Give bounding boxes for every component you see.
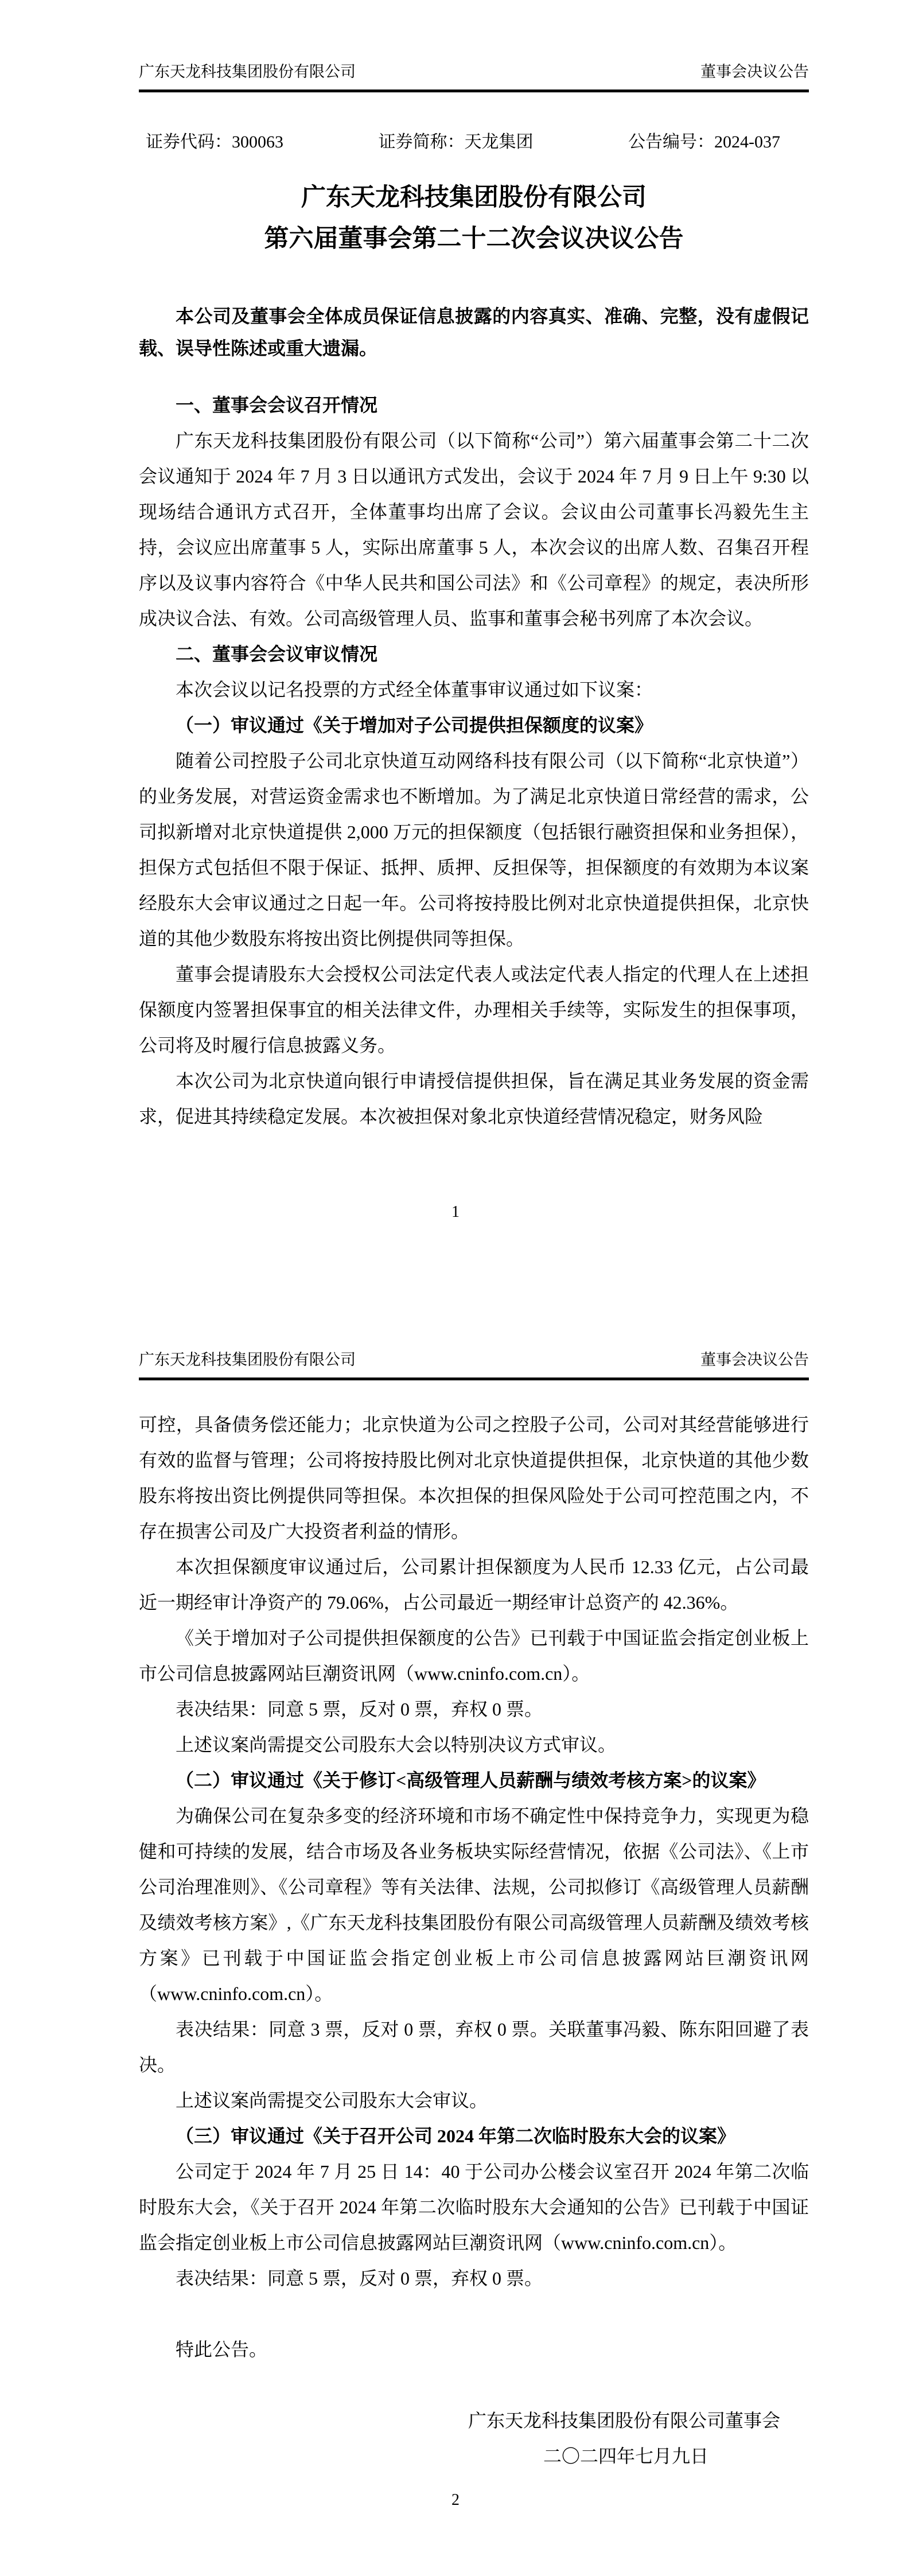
- header-doc-type: 董事会决议公告: [700, 63, 809, 80]
- paragraph-cont: 可控，具备债务偿还能力；北京快道为公司之控股子公司，公司对其经营能够进行有效的监督与管理；公司将按持股比例对北京快道提供担保，北京快道的其他少数股东将按出资比例提供同等担保。本次担保的担保风险处于公司可控范围之内，不存在损害公司及广大投资者利益的情形。: [139, 1414, 809, 1542]
- document-title: [139, 177, 809, 260]
- paragraph-body: 公司定于 2024 年 7 月 25 日 14：40 于公司办公楼会议室召开 2024 年第二次临时股东大会，《关于召开 2024 年第二次临时股东大会通知的公告》已刊载于中国证监会指定创业板上市公司信息披露网站巨潮资讯网（www.cninfo.com.cn）。: [139, 2161, 809, 2253]
- header-company-name: 广东天龙科技集团股份有限公司: [139, 63, 356, 80]
- paragraph-heading: （一）审议通过《关于增加对子公司提供担保额度的议案》: [176, 715, 653, 736]
- paragraph-statement: 本公司及董事会全体成员保证信息披露的内容真实、准确、完整，没有虚假记载、误导性陈述或重大遗漏。: [139, 306, 809, 359]
- paragraph-notice: 特此公告。: [176, 2339, 268, 2360]
- page-header: [139, 0, 809, 92]
- paragraph-heading1: 一、董事会会议召开情况: [176, 395, 378, 415]
- header-company-name: 广东天龙科技集团股份有限公司: [139, 1351, 356, 1368]
- paragraph-body: 为确保公司在复杂多变的经济环境和市场不确定性中保持竞争力，实现更为稳健和可持续的发展，结合市场及各业务板块实际经营情况，依据《公司法》、《上市公司治理准则》、《公司章程》等有关法律、法规，公司拟修订《高级管理人员薪酬及绩效考核方案》,《广东天龙科技集团股份有限公司高级管理人员薪酬及绩效考核方案》已刊载于中国证监会指定创业板上市公司信息披露网站巨潮资讯网（www.cninfo.com.cn）。: [139, 1805, 809, 2004]
- page-header: [139, 1288, 809, 1380]
- paragraph-sign: 广东天龙科技集团股份有限公司董事会: [468, 2410, 780, 2431]
- paragraph-heading: （三）审议通过《关于召开公司 2024 年第二次临时股东大会的议案》: [176, 2126, 736, 2146]
- paragraph-body: 本次公司为北京快道向银行申请授信提供担保，旨在满足其业务发展的资金需求，促进其持续稳定发展。本次被担保对象北京快道经营情况稳定，财务风险: [139, 1071, 809, 1127]
- page-number: 1: [451, 1203, 460, 1221]
- paragraph-heading: 二、董事会会议审议情况: [176, 644, 378, 664]
- paragraph-body: 《关于增加对子公司提供担保额度的公告》已刊载于中国证监会指定创业板上市公司信息披露网站巨潮资讯网（www.cninfo.com.cn）。: [139, 1628, 809, 1684]
- document-title-line1: 广东天龙科技集团股份有限公司: [301, 184, 647, 211]
- paragraph-heading: （二）审议通过《关于修订<高级管理人员薪酬与绩效考核方案>的议案》: [176, 1770, 766, 1791]
- paragraph-body: 表决结果：同意 3 票，反对 0 票，弃权 0 票。关联董事冯毅、陈东阳回避了表决。: [139, 2019, 809, 2075]
- paragraph-body: 董事会提请股东大会授权公司法定代表人或法定代表人指定的代理人在上述担保额度内签署担保事宜的相关法律文件，办理相关手续等，实际发生的担保事项，公司将及时履行信息披露义务。: [139, 964, 809, 1056]
- paragraph-body: 随着公司控股子公司北京快道互动网络科技有限公司（以下简称“北京快道”）的业务发展，对营运资金需求也不断增加。为了满足北京快道日常经营的需求，公司拟新增对北京快道提供 2,000 万元的担保额度（包括银行融资担保和业务担保），担保方式包括但不限于保证、抵押、质押、反担保等，担保额度的有效期为本议案经股东大会审议通过之日起一年。公司将按持股比例对北京快道提供担保，北京快道的其他少数股东将按出资比例提供同等担保。: [139, 750, 809, 949]
- page-2: [0, 1288, 911, 2576]
- stock-short-name: 证券简称：天龙集团: [378, 133, 534, 151]
- page-1-body: [139, 300, 809, 1134]
- page-2-body: [139, 1407, 809, 2474]
- paragraph-body: 广东天龙科技集团股份有限公司（以下简称“公司”）第六届董事会第二十二次会议通知于 2024 年 7 月 3 日以通讯方式发出，会议于 2024 年 7 月 9 日上午 9:30 以现场结合通讯方式召开，全体董事均出席了会议。会议由公司董事长冯毅先生主持，会议应出席董事 5 人，实际出席董事 5 人，本次会议的出席人数、召集召开程序以及议事内容符合《中华人民共和国公司法》和《公司章程》的规定，表决所形成决议合法、有效。公司高级管理人员、监事和董事会秘书列席了本次会议。: [139, 430, 809, 629]
- document-title-line2: 第六届董事会第二十二次会议决议公告: [264, 225, 684, 252]
- paragraph-date: 二〇二四年七月九日: [543, 2446, 708, 2466]
- paragraph-body: 表决结果：同意 5 票，反对 0 票，弃权 0 票。: [176, 2268, 543, 2289]
- paragraph-body: 本次会议以记名投票的方式经全体董事审议通过如下议案：: [176, 679, 653, 700]
- page-number: 2: [451, 2491, 460, 2509]
- announcement-number: 公告编号：2024-037: [628, 133, 780, 151]
- paragraph-body: 上述议案尚需提交公司股东大会以特别决议方式审议。: [176, 1734, 617, 1755]
- paragraph-body: 上述议案尚需提交公司股东大会审议。: [176, 2090, 488, 2111]
- paragraph-body: 表决结果：同意 5 票，反对 0 票，弃权 0 票。: [176, 1699, 543, 1719]
- paragraph-body: 本次担保额度审议通过后，公司累计担保额度为人民币 12.33 亿元，占公司最近一期经审计净资产的 79.06%，占公司最近一期经审计总资产的 42.36%。: [139, 1557, 809, 1613]
- header-doc-type: 董事会决议公告: [700, 1351, 809, 1368]
- stock-code: 证券代码：300063: [146, 133, 283, 151]
- stock-info-row: [139, 133, 809, 152]
